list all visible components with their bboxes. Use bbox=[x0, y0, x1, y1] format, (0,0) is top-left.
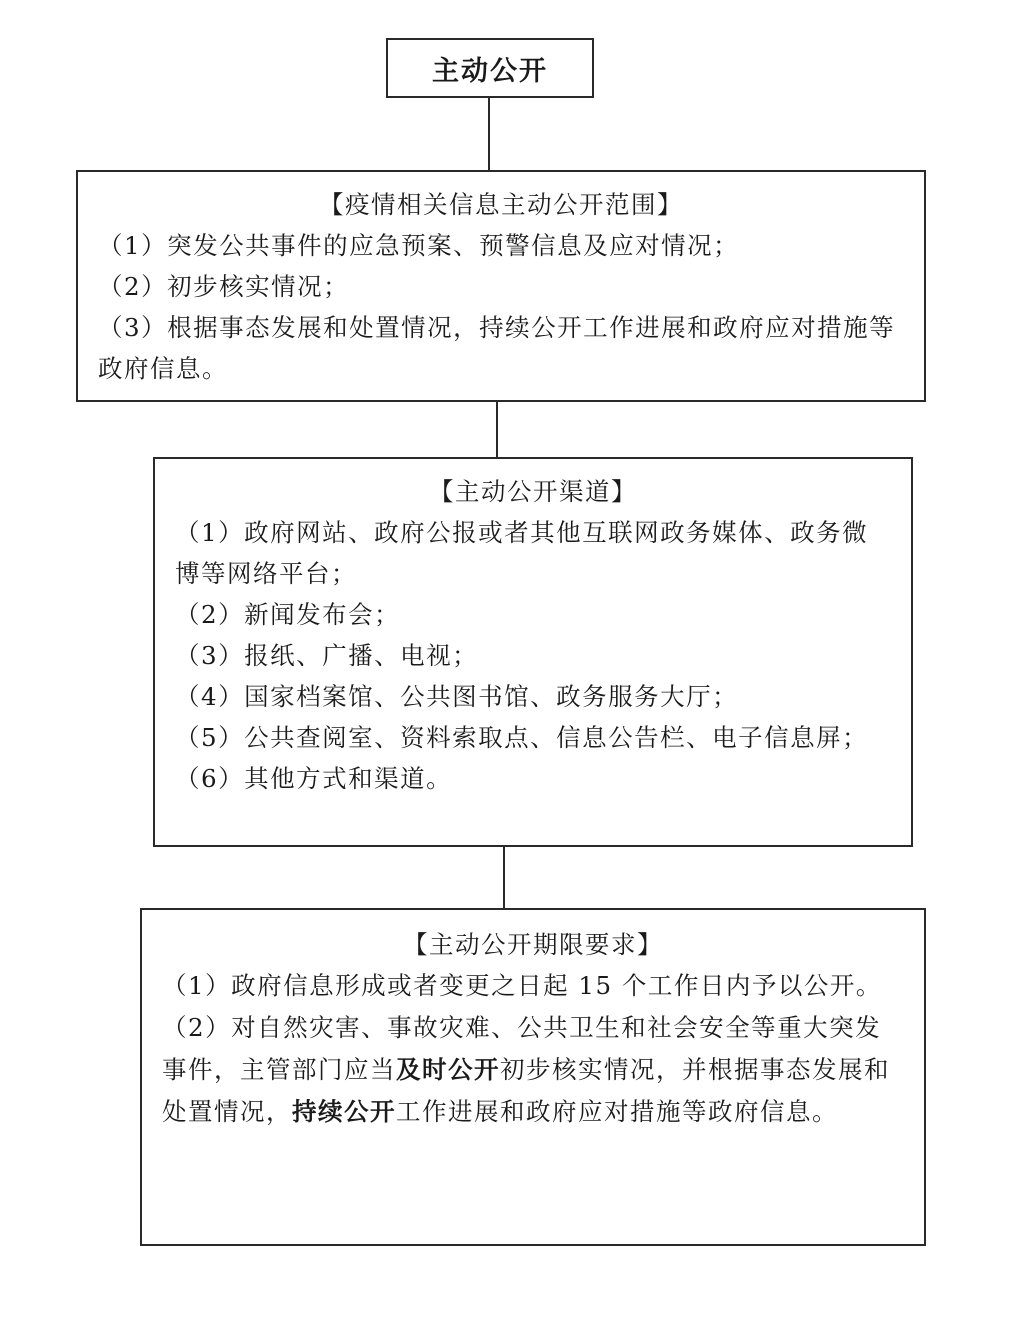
channel-item: （2）新闻发布会； bbox=[175, 600, 401, 629]
channels-heading: 【主动公开渠道】 bbox=[429, 477, 637, 506]
scope-item: （1）突发公共事件的应急预案、预警信息及应对情况； bbox=[98, 231, 740, 260]
emphasis-continuous-disclosure: 持续公开 bbox=[292, 1097, 396, 1126]
channel-item: （5）公共查阅室、资料索取点、信息公告栏、电子信息屏； bbox=[175, 723, 869, 752]
deadline-item2-part1: （2）对自然灾害、事故灾难、公共卫生和社会安全等重大突发事件，主管部门应当 bbox=[162, 1013, 882, 1084]
channel-item: （4）国家档案馆、公共图书馆、政务服务大厅； bbox=[175, 682, 739, 711]
connector-line bbox=[496, 402, 498, 457]
deadline-box bbox=[140, 908, 926, 1246]
scope-item: （2）初步核实情况； bbox=[98, 272, 350, 301]
deadline-item2-part3: 工作进展和政府应对措施等政府信息。 bbox=[396, 1097, 838, 1126]
connector-line bbox=[488, 98, 490, 170]
channel-item: （6）其他方式和渠道。 bbox=[175, 764, 453, 793]
deadline-item2-part2: 初步核实情况，并根据事态发展和处置情况， bbox=[162, 1055, 890, 1126]
channels-box bbox=[153, 457, 913, 847]
emphasis-timely-disclosure: 及时公开 bbox=[396, 1055, 500, 1084]
deadline-heading: 【主动公开期限要求】 bbox=[403, 930, 663, 959]
channel-item: （1）政府网站、政府公报或者其他互联网政务媒体、政务微博等网络平台； bbox=[175, 518, 869, 588]
title-box bbox=[386, 38, 594, 98]
scope-item: （3）根据事态发展和处置情况，持续公开工作进展和政府应对措施等政府信息。 bbox=[98, 313, 896, 383]
channel-item: （3）报纸、广播、电视； bbox=[175, 641, 479, 670]
scope-box bbox=[76, 170, 926, 402]
scope-heading: 【疫情相关信息主动公开范围】 bbox=[319, 190, 683, 219]
flowchart-title: 主动公开 bbox=[432, 55, 548, 87]
deadline-item: （1）政府信息形成或者变更之日起 15 个工作日内予以公开。 bbox=[162, 971, 882, 1000]
deadline-item bbox=[162, 1007, 904, 1133]
connector-line bbox=[503, 847, 505, 908]
